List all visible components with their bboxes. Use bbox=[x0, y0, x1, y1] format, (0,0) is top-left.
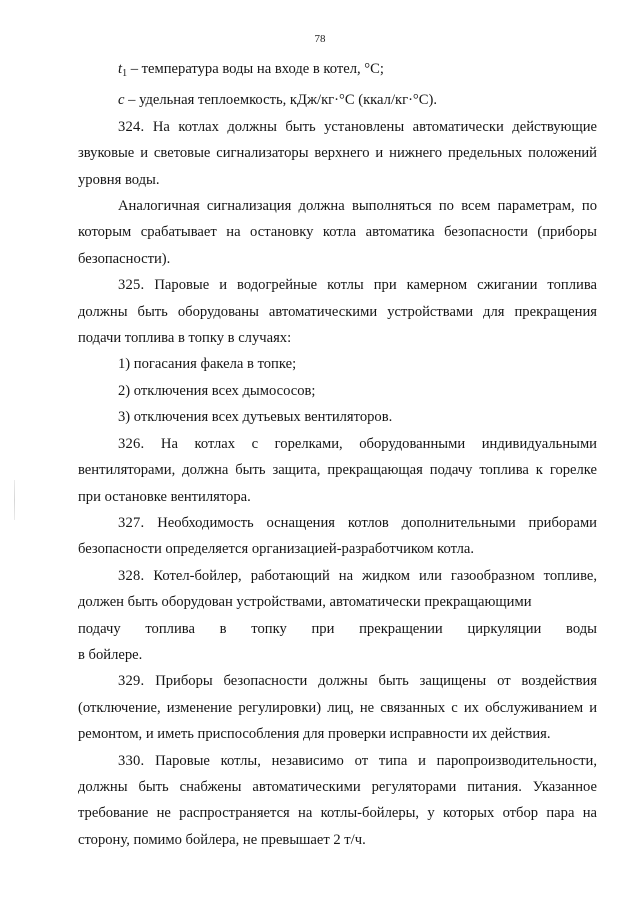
definition-t1 bbox=[78, 56, 597, 87]
paragraph-text: Котел-бойлер, работающий на жидком или газообразном топливе, должен быть оборудован устройствами, автоматически прекращающими bbox=[78, 567, 597, 611]
paragraph-number: 326. bbox=[118, 435, 145, 452]
paragraph-text: Паровые котлы, независимо от типа и паропроизводительности, должны быть снабжены автоматическими регуляторами питания. Указанное требование не распространяется на котлы-бойлеры, у которых отбор пара на сторону, помимо бойлера, не превышает 2 т/ч. bbox=[78, 752, 597, 848]
definition-c bbox=[78, 87, 597, 113]
paragraph-328 bbox=[78, 563, 597, 669]
t1-symbol: t bbox=[118, 61, 123, 77]
t1-subscript: 1 bbox=[122, 68, 128, 79]
paragraph-text: На котлах с горелками, оборудованными индивидуальными вентиляторами, должна быть защита, прекращающая подачу топлива к горелке при остановке вентилятора. bbox=[78, 435, 597, 505]
paragraph-text: Аналогичная сигнализация должна выполняться по всем параметрам, по которым срабатывает на остановку котла автоматика безопасности (приборы безопасности). bbox=[78, 198, 597, 267]
paragraph-text: На котлах должны быть установлены автоматически действующие звуковые и световые сигнализаторы верхнего и нижнего предельных положений уровня воды. bbox=[78, 118, 597, 188]
scan-margin-mark bbox=[14, 480, 15, 520]
t1-text: – температура воды на входе в котел, °С; bbox=[127, 61, 384, 77]
paragraph-330 bbox=[78, 748, 597, 854]
paragraph-329 bbox=[78, 668, 597, 747]
paragraph-text: Паровые и водогрейные котлы при камерном сжигании топлива должны быть оборудованы автоматическими устройствами для прекращения подачи топлива в топку в случаях: bbox=[78, 277, 597, 347]
spread-word: топлива bbox=[145, 620, 195, 637]
c-text: – удельная теплоемкость, кДж/кг·°С (ккал/кг·°С). bbox=[124, 92, 438, 109]
paragraph-328-part1 bbox=[78, 563, 597, 616]
document-body bbox=[78, 56, 597, 853]
list-item: 1) погасания факела в топке; bbox=[118, 356, 297, 373]
paragraph-number: 324. bbox=[118, 118, 145, 135]
paragraph-number: 329. bbox=[118, 673, 145, 690]
spread-word: в bbox=[219, 620, 227, 637]
paragraph-number: 327. bbox=[118, 514, 145, 531]
spread-word: подачу bbox=[78, 620, 121, 637]
spread-word: топку bbox=[251, 620, 287, 637]
paragraph-text: Необходимость оснащения котлов дополнительными приборами безопасности определяется организацией-разработчиком котла. bbox=[78, 514, 597, 558]
paragraph-number: 325. bbox=[118, 277, 145, 294]
paragraph-327 bbox=[78, 510, 597, 563]
paragraph-number: 330. bbox=[118, 752, 145, 769]
paragraph-328-part2: в бойлере. bbox=[78, 646, 143, 663]
spread-word: циркуляции bbox=[467, 620, 542, 637]
paragraph-324 bbox=[78, 114, 597, 193]
paragraph-325 bbox=[78, 272, 597, 351]
paragraph-number: 328. bbox=[118, 567, 145, 584]
list-item: 2) отключения всех дымососов; bbox=[118, 382, 316, 399]
paragraph-326 bbox=[78, 431, 597, 510]
list-item: 3) отключения всех дутьевых вентиляторов. bbox=[118, 409, 393, 426]
paragraph-324-continuation bbox=[78, 193, 597, 272]
spread-word: при bbox=[311, 620, 335, 637]
c-symbol: с bbox=[118, 92, 125, 109]
page-number: 78 bbox=[314, 33, 326, 45]
paragraph-text: Приборы безопасности должны быть защищены от воздействия (отключение, изменение регулировки) лиц, не связанных с их обслуживанием и ремонтом, и иметь приспособления для проверки исправности их действия. bbox=[78, 673, 597, 743]
spread-word: воды bbox=[566, 620, 597, 637]
spread-word: прекращении bbox=[359, 620, 443, 637]
paragraph-328-spread-line bbox=[78, 616, 597, 642]
